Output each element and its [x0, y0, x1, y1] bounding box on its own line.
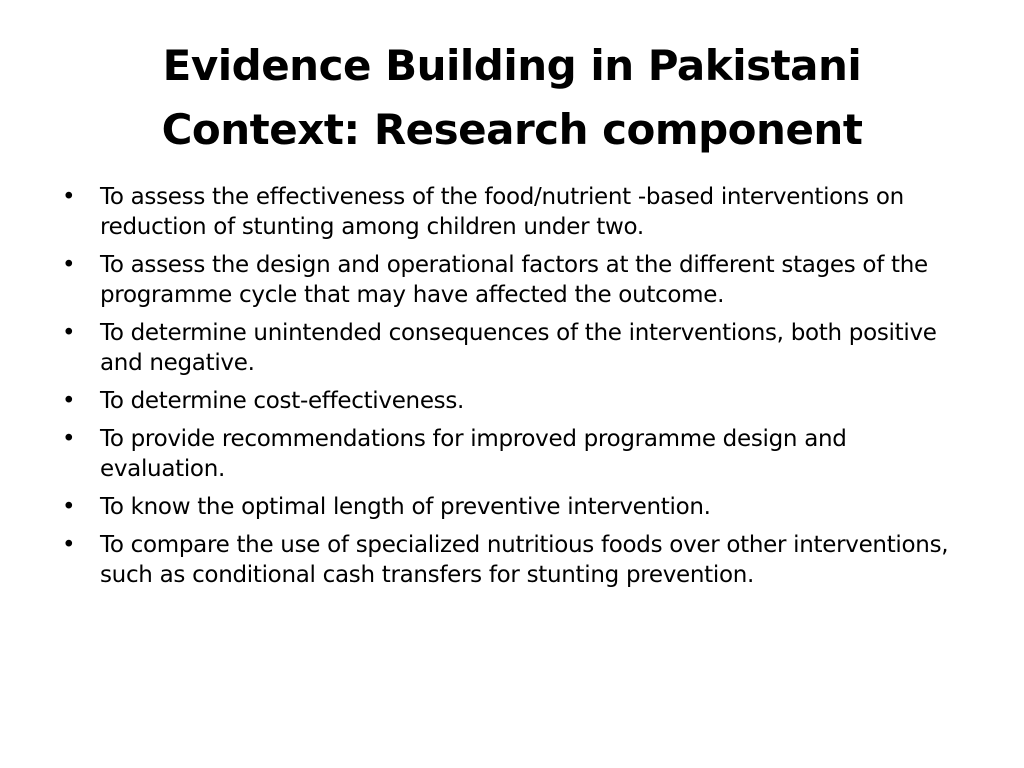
bullet-item — [58, 318, 958, 378]
bullet-text: To determine cost-effectiveness. — [100, 388, 465, 414]
slide-title-line-2: Context: Research component — [161, 105, 863, 154]
bullet-item — [58, 492, 958, 522]
bullet-item — [58, 182, 958, 242]
bullet-dot-icon: • — [62, 388, 76, 414]
bullet-dot-icon: • — [62, 494, 76, 520]
bullet-dot-icon: • — [62, 426, 76, 452]
bullet-text: To compare the use of specialized nutritious foods over other interventions, such as conditional cash transfers for stunting prevention. — [100, 532, 949, 588]
slide-title — [60, 34, 964, 162]
bullet-dot-icon: • — [62, 532, 76, 558]
bullet-text: To assess the effectiveness of the food/nutrient -based interventions on reduction of stunting among children under two. — [100, 184, 904, 240]
bullet-item — [58, 530, 958, 590]
bullet-dot-icon: • — [62, 252, 76, 278]
bullet-item — [58, 424, 958, 484]
bullet-text: To provide recommendations for improved programme design and evaluation. — [100, 426, 847, 482]
slide-title-line-1: Evidence Building in Pakistani — [162, 41, 862, 90]
bullet-list — [58, 182, 958, 598]
bullet-text: To determine unintended consequences of the interventions, both positive and negative. — [100, 320, 937, 376]
bullet-item — [58, 386, 958, 416]
bullet-text: To know the optimal length of preventive intervention. — [100, 494, 711, 520]
bullet-dot-icon: • — [62, 320, 76, 346]
bullet-dot-icon: • — [62, 184, 76, 210]
bullet-item — [58, 250, 958, 310]
bullet-text: To assess the design and operational factors at the different stages of the programme cycle that may have affected the outcome. — [100, 252, 928, 308]
